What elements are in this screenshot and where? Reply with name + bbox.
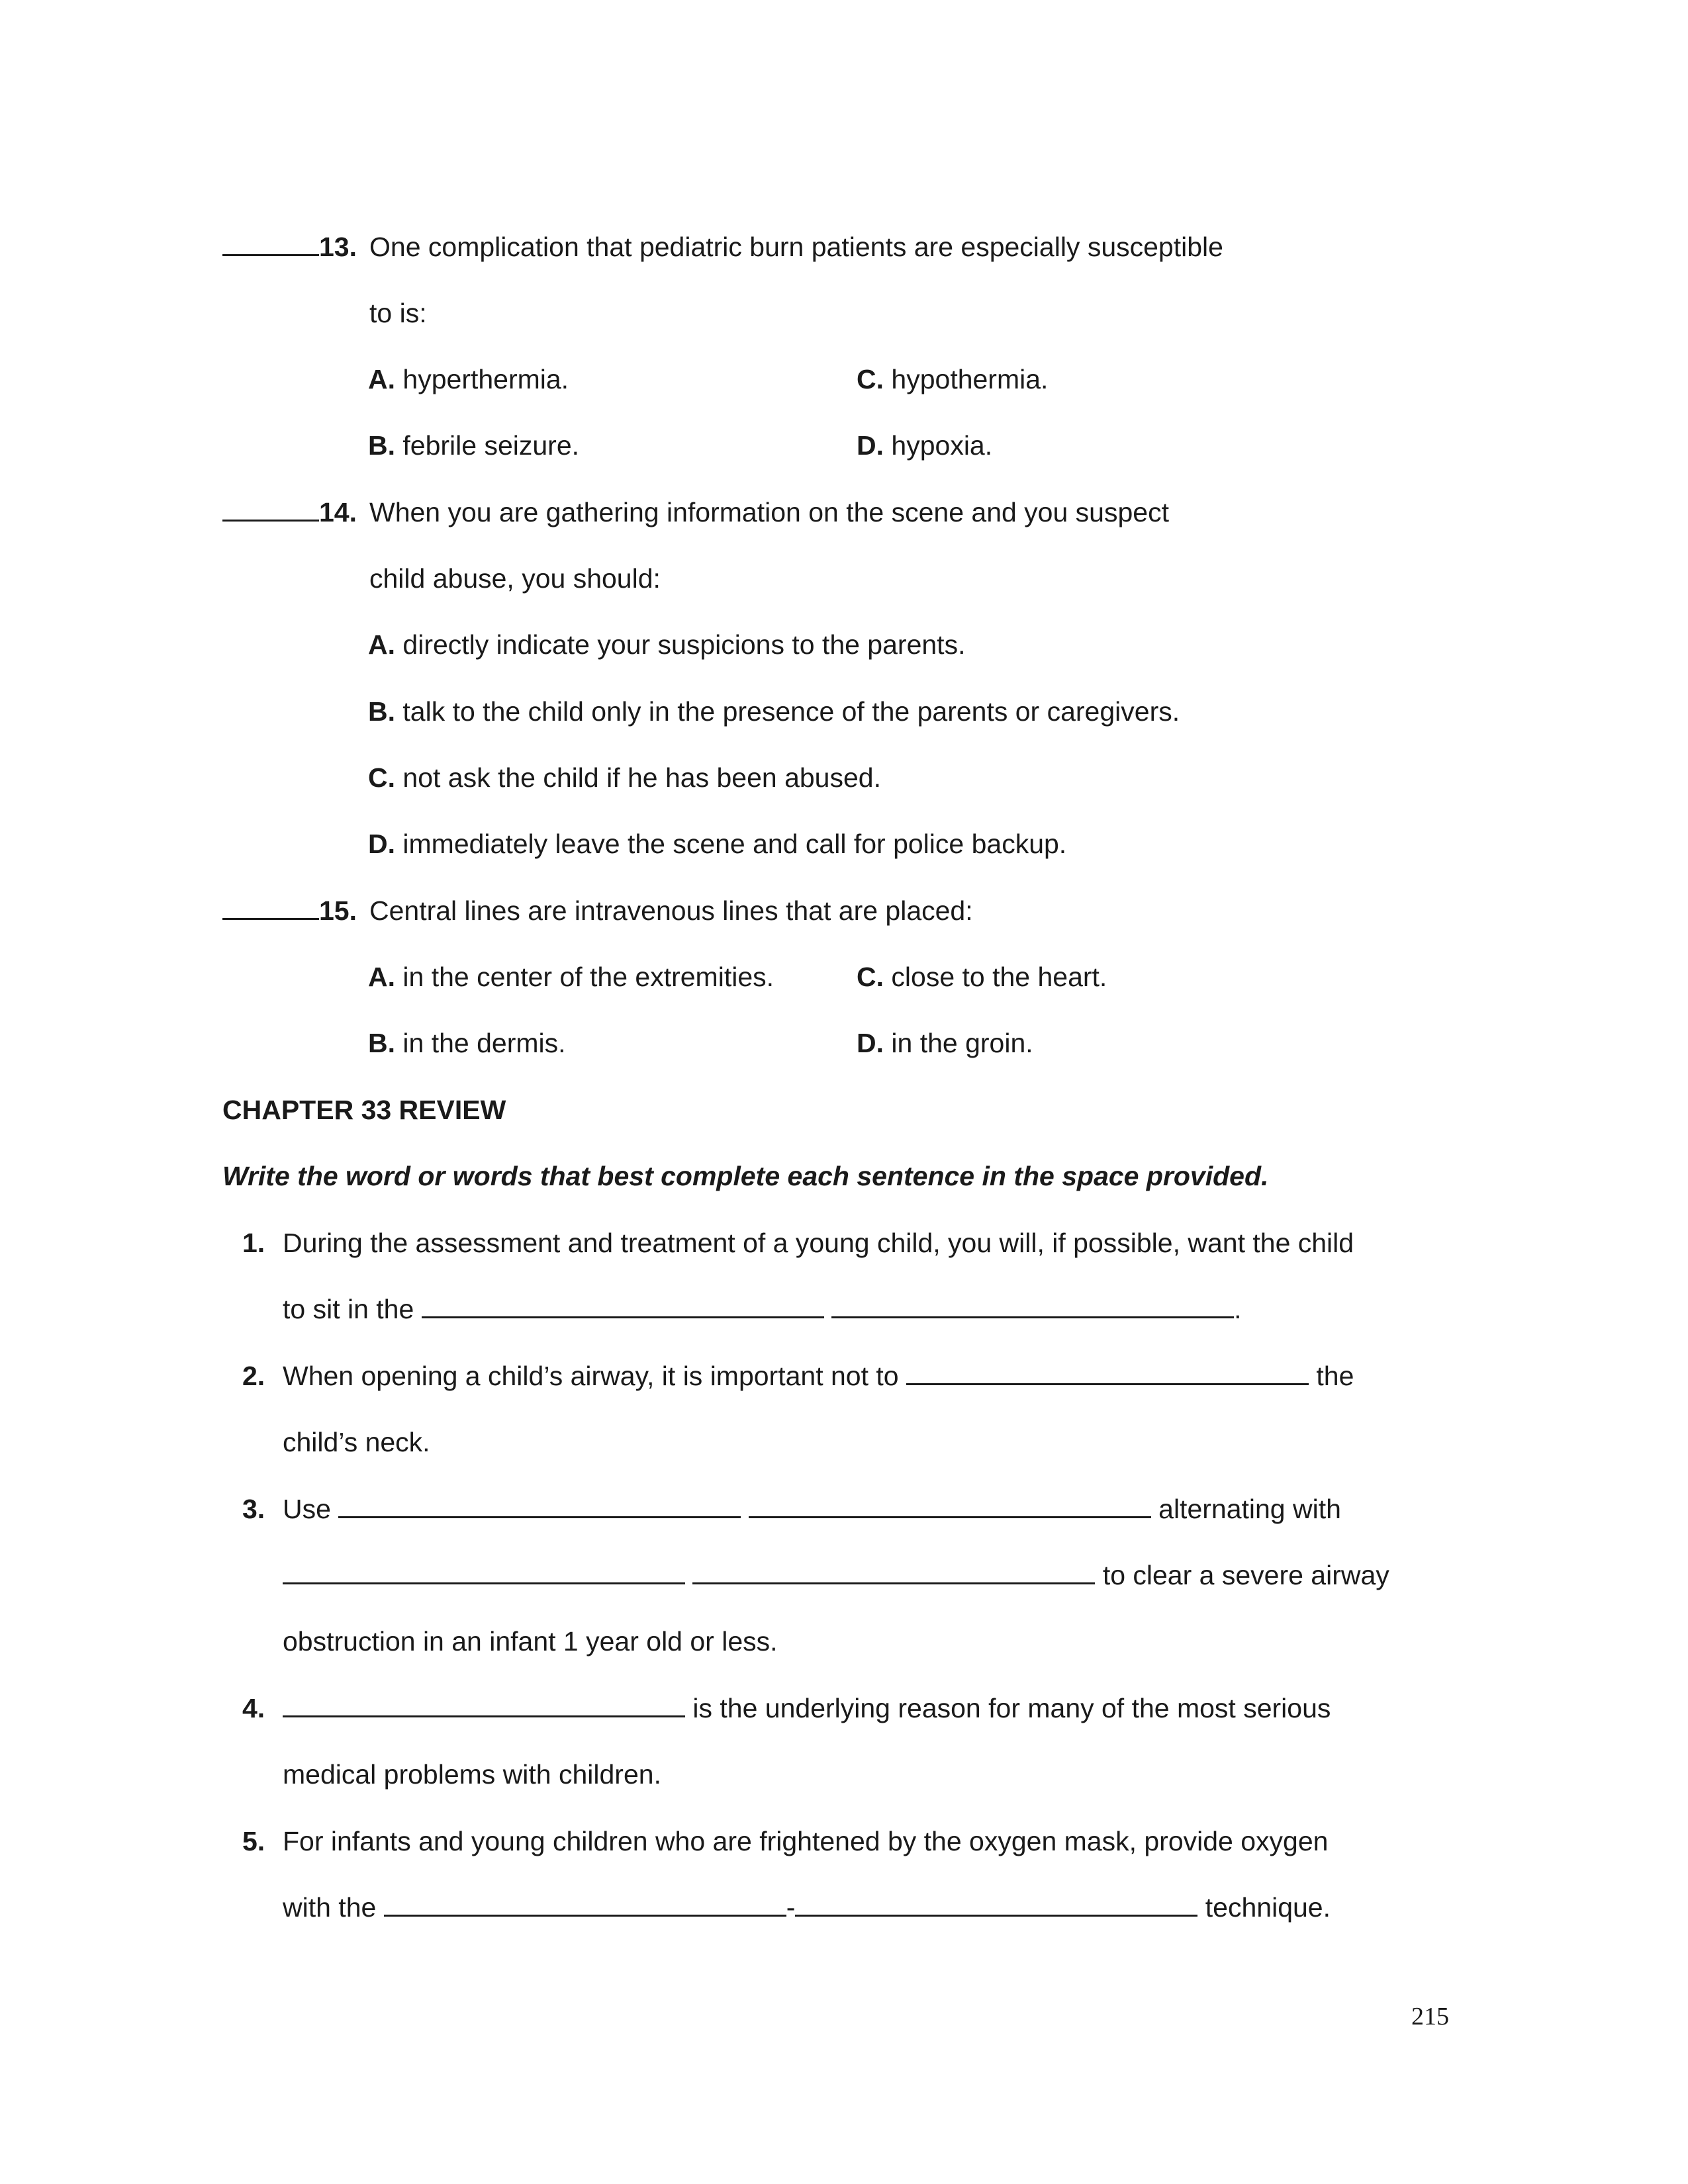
question-stem: One complication that pediatric burn patients are especially susceptible	[369, 232, 1223, 262]
page-number: 215	[1411, 2003, 1449, 2030]
question-number: 3.	[242, 1494, 265, 1524]
instructions: Write the word or words that best complete each sentence in the space provided.	[222, 1161, 1269, 1191]
option-a: A. hyperthermia.	[368, 364, 569, 394]
option-b: B. in the dermis.	[368, 1028, 566, 1058]
option-a: A. directly indicate your suspicions to the parents.	[368, 629, 966, 660]
question-number: 2.	[242, 1361, 265, 1391]
question-text-cont: child’s neck.	[283, 1427, 430, 1457]
question-text: is the underlying reason for many of the most serious	[283, 1693, 1331, 1724]
question-stem-cont: child abuse, you should:	[369, 563, 661, 594]
fill-blank[interactable]	[749, 1496, 1151, 1518]
question-text-cont: to sit in the .	[283, 1294, 1242, 1324]
answer-blank[interactable]	[222, 234, 319, 256]
question-number: 14.	[319, 497, 357, 527]
question-text: During the assessment and treatment of a young child, you will, if possible, want the child	[283, 1228, 1354, 1258]
question-stem-cont: to is:	[369, 298, 427, 328]
fill-blank[interactable]	[283, 1563, 685, 1584]
fill-blank[interactable]	[692, 1563, 1095, 1584]
option-b: B. febrile seizure.	[368, 430, 580, 461]
question-text: For infants and young children who are frightened by the oxygen mask, provide oxygen	[283, 1826, 1329, 1856]
question-text-cont: obstruction in an infant 1 year old or less.	[283, 1626, 778, 1657]
fill-blank[interactable]	[906, 1363, 1309, 1385]
fill-blank[interactable]	[283, 1696, 685, 1717]
option-c: C. hypothermia.	[857, 364, 1049, 394]
option-d: D. hypoxia.	[857, 430, 993, 461]
fill-blank[interactable]	[384, 1895, 786, 1917]
mc-question-13	[222, 232, 357, 263]
answer-blank[interactable]	[222, 500, 319, 522]
option-c: C. close to the heart.	[857, 962, 1107, 992]
fill-blank[interactable]	[795, 1895, 1197, 1917]
question-text: Use alternating with	[283, 1494, 1341, 1524]
option-c: C. not ask the child if he has been abused.	[368, 762, 881, 793]
question-text-cont: with the - technique.	[283, 1892, 1331, 1923]
question-stem: When you are gathering information on the scene and you suspect	[369, 497, 1169, 527]
question-text-cont: to clear a severe airway	[283, 1560, 1389, 1591]
answer-blank[interactable]	[222, 898, 319, 920]
fill-blank[interactable]	[422, 1297, 824, 1318]
mc-question-14	[222, 497, 357, 528]
mc-question-15	[222, 895, 357, 927]
question-number: 15.	[319, 895, 357, 926]
option-b: B. talk to the child only in the presence of the parents or caregivers.	[368, 696, 1180, 727]
question-number: 4.	[242, 1693, 265, 1723]
question-number: 5.	[242, 1826, 265, 1856]
option-d: D. in the groin.	[857, 1028, 1033, 1058]
question-text: When opening a child’s airway, it is important not to the	[283, 1361, 1354, 1391]
question-text-cont: medical problems with children.	[283, 1759, 661, 1790]
chapter-heading: CHAPTER 33 REVIEW	[222, 1095, 506, 1125]
fill-blank[interactable]	[831, 1297, 1234, 1318]
option-d: D. immediately leave the scene and call for police backup.	[368, 829, 1067, 859]
option-a: A. in the center of the extremities.	[368, 962, 774, 992]
question-number: 1.	[242, 1228, 265, 1258]
fill-blank[interactable]	[338, 1496, 741, 1518]
question-stem: Central lines are intravenous lines that are placed:	[369, 895, 973, 926]
question-number: 13.	[319, 232, 357, 262]
